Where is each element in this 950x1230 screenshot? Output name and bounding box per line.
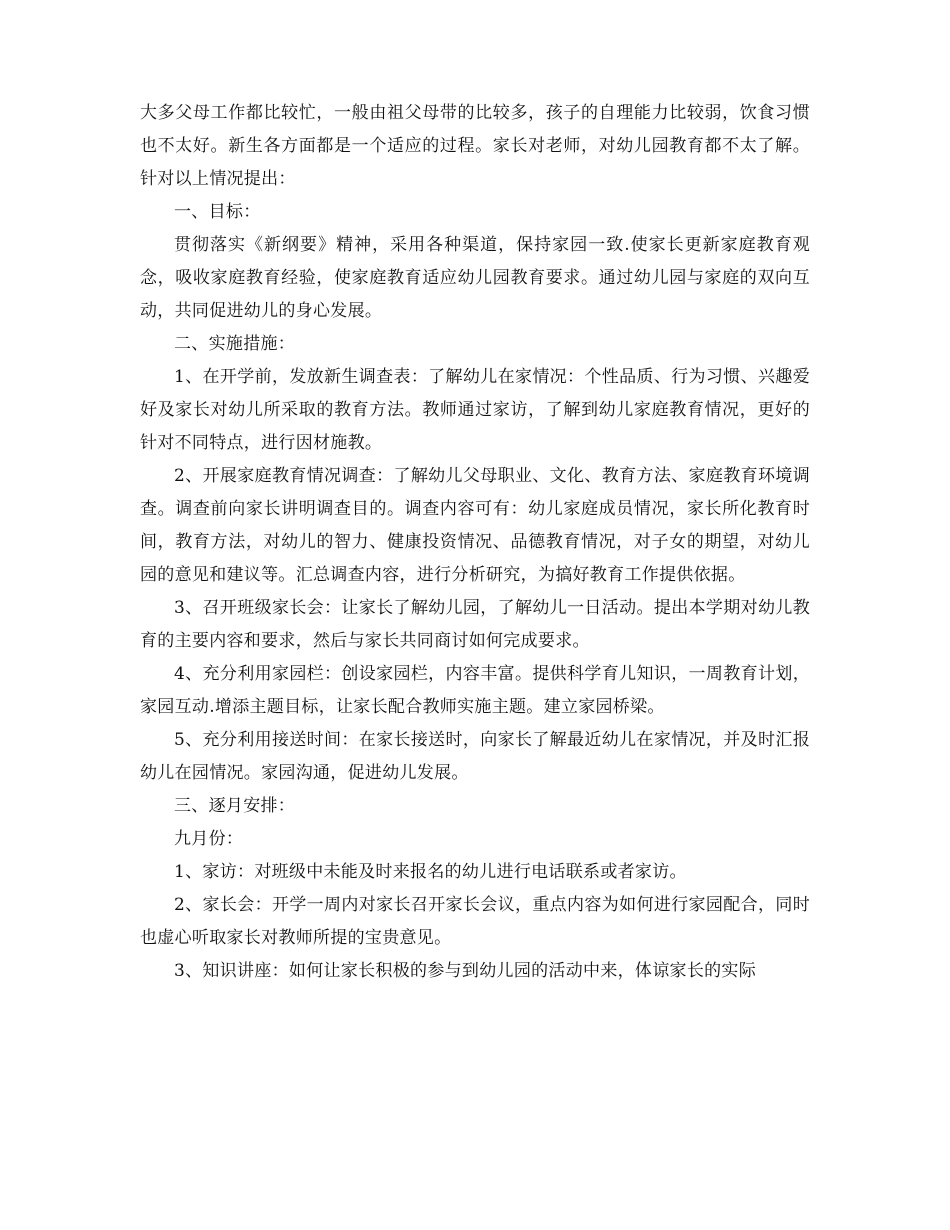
section-heading-goals: 一、目标： <box>174 202 261 222</box>
paragraph-measure-5: 5、充分利用接送时间：在家长接送时，向家长了解最近幼儿在家情况，并及时汇报幼儿在园情况。家园沟通，促进幼儿发展。 <box>140 730 810 783</box>
paragraph-intro: 大多父母工作都比较忙，一般由祖父母带的比较多，孩子的自理能力比较弱，饮食习惯也不太好。新生各方面都是一个适应的过程。家长对老师，对幼儿园教育都不太了解。针对以上情况提出： <box>140 103 810 189</box>
paragraph-sept-2: 2、家长会：开学一周内对家长召开家长会议，重点内容为如何进行家园配合，同时也虚心听取家长对教师所提的宝贵意见。 <box>140 895 810 948</box>
section-heading-measures: 二、实施措施： <box>174 334 296 354</box>
paragraph-goals: 贯彻落实《新纲要》精神，采用各种渠道，保持家园一致.使家长更新家庭教育观念，吸收家庭教育经验，使家庭教育适应幼儿园教育要求。通过幼儿园与家庭的双向互动，共同促进幼儿的身心发展。 <box>140 235 810 321</box>
month-heading-september: 九月份： <box>174 829 244 849</box>
paragraph-measure-1: 1、在开学前，发放新生调查表：了解幼儿在家情况：个性品质、行为习惯、兴趣爱好及家长对幼儿所采取的教育方法。教师通过家访，了解到幼儿家庭教育情况，更好的针对不同特点，进行因材施教。 <box>140 367 810 453</box>
document-page <box>140 97 810 988</box>
paragraph-sept-3: 3、知识讲座：如何让家长积极的参与到幼儿园的活动中来，体谅家长的实际 <box>174 961 757 981</box>
paragraph-measure-2: 2、开展家庭教育情况调查：了解幼儿父母职业、文化、教育方法、家庭教育环境调查。调查前向家长讲明调查目的。调查内容可有：幼儿家庭成员情况，家长所化教育时间，教育方法，对幼儿的智力、健康投资情况、品德教育情况，对子女的期望，对幼儿园的意见和建议等。汇总调查内容，进行分析研究，为搞好教育工作提供依据。 <box>140 466 810 585</box>
paragraph-measure-4: 4、充分利用家园栏：创设家园栏，内容丰富。提供科学育儿知识，一周教育计划，家园互动.增添主题目标，让家长配合教师实施主题。建立家园桥梁。 <box>140 664 810 717</box>
paragraph-sept-1: 1、家访：对班级中未能及时来报名的幼儿进行电话联系或者家访。 <box>174 862 687 882</box>
section-heading-monthly: 三、逐月安排： <box>174 796 296 816</box>
paragraph-measure-3: 3、召开班级家长会：让家长了解幼儿园，了解幼儿一日活动。提出本学期对幼儿教育的主要内容和要求，然后与家长共同商讨如何完成要求。 <box>140 598 810 651</box>
